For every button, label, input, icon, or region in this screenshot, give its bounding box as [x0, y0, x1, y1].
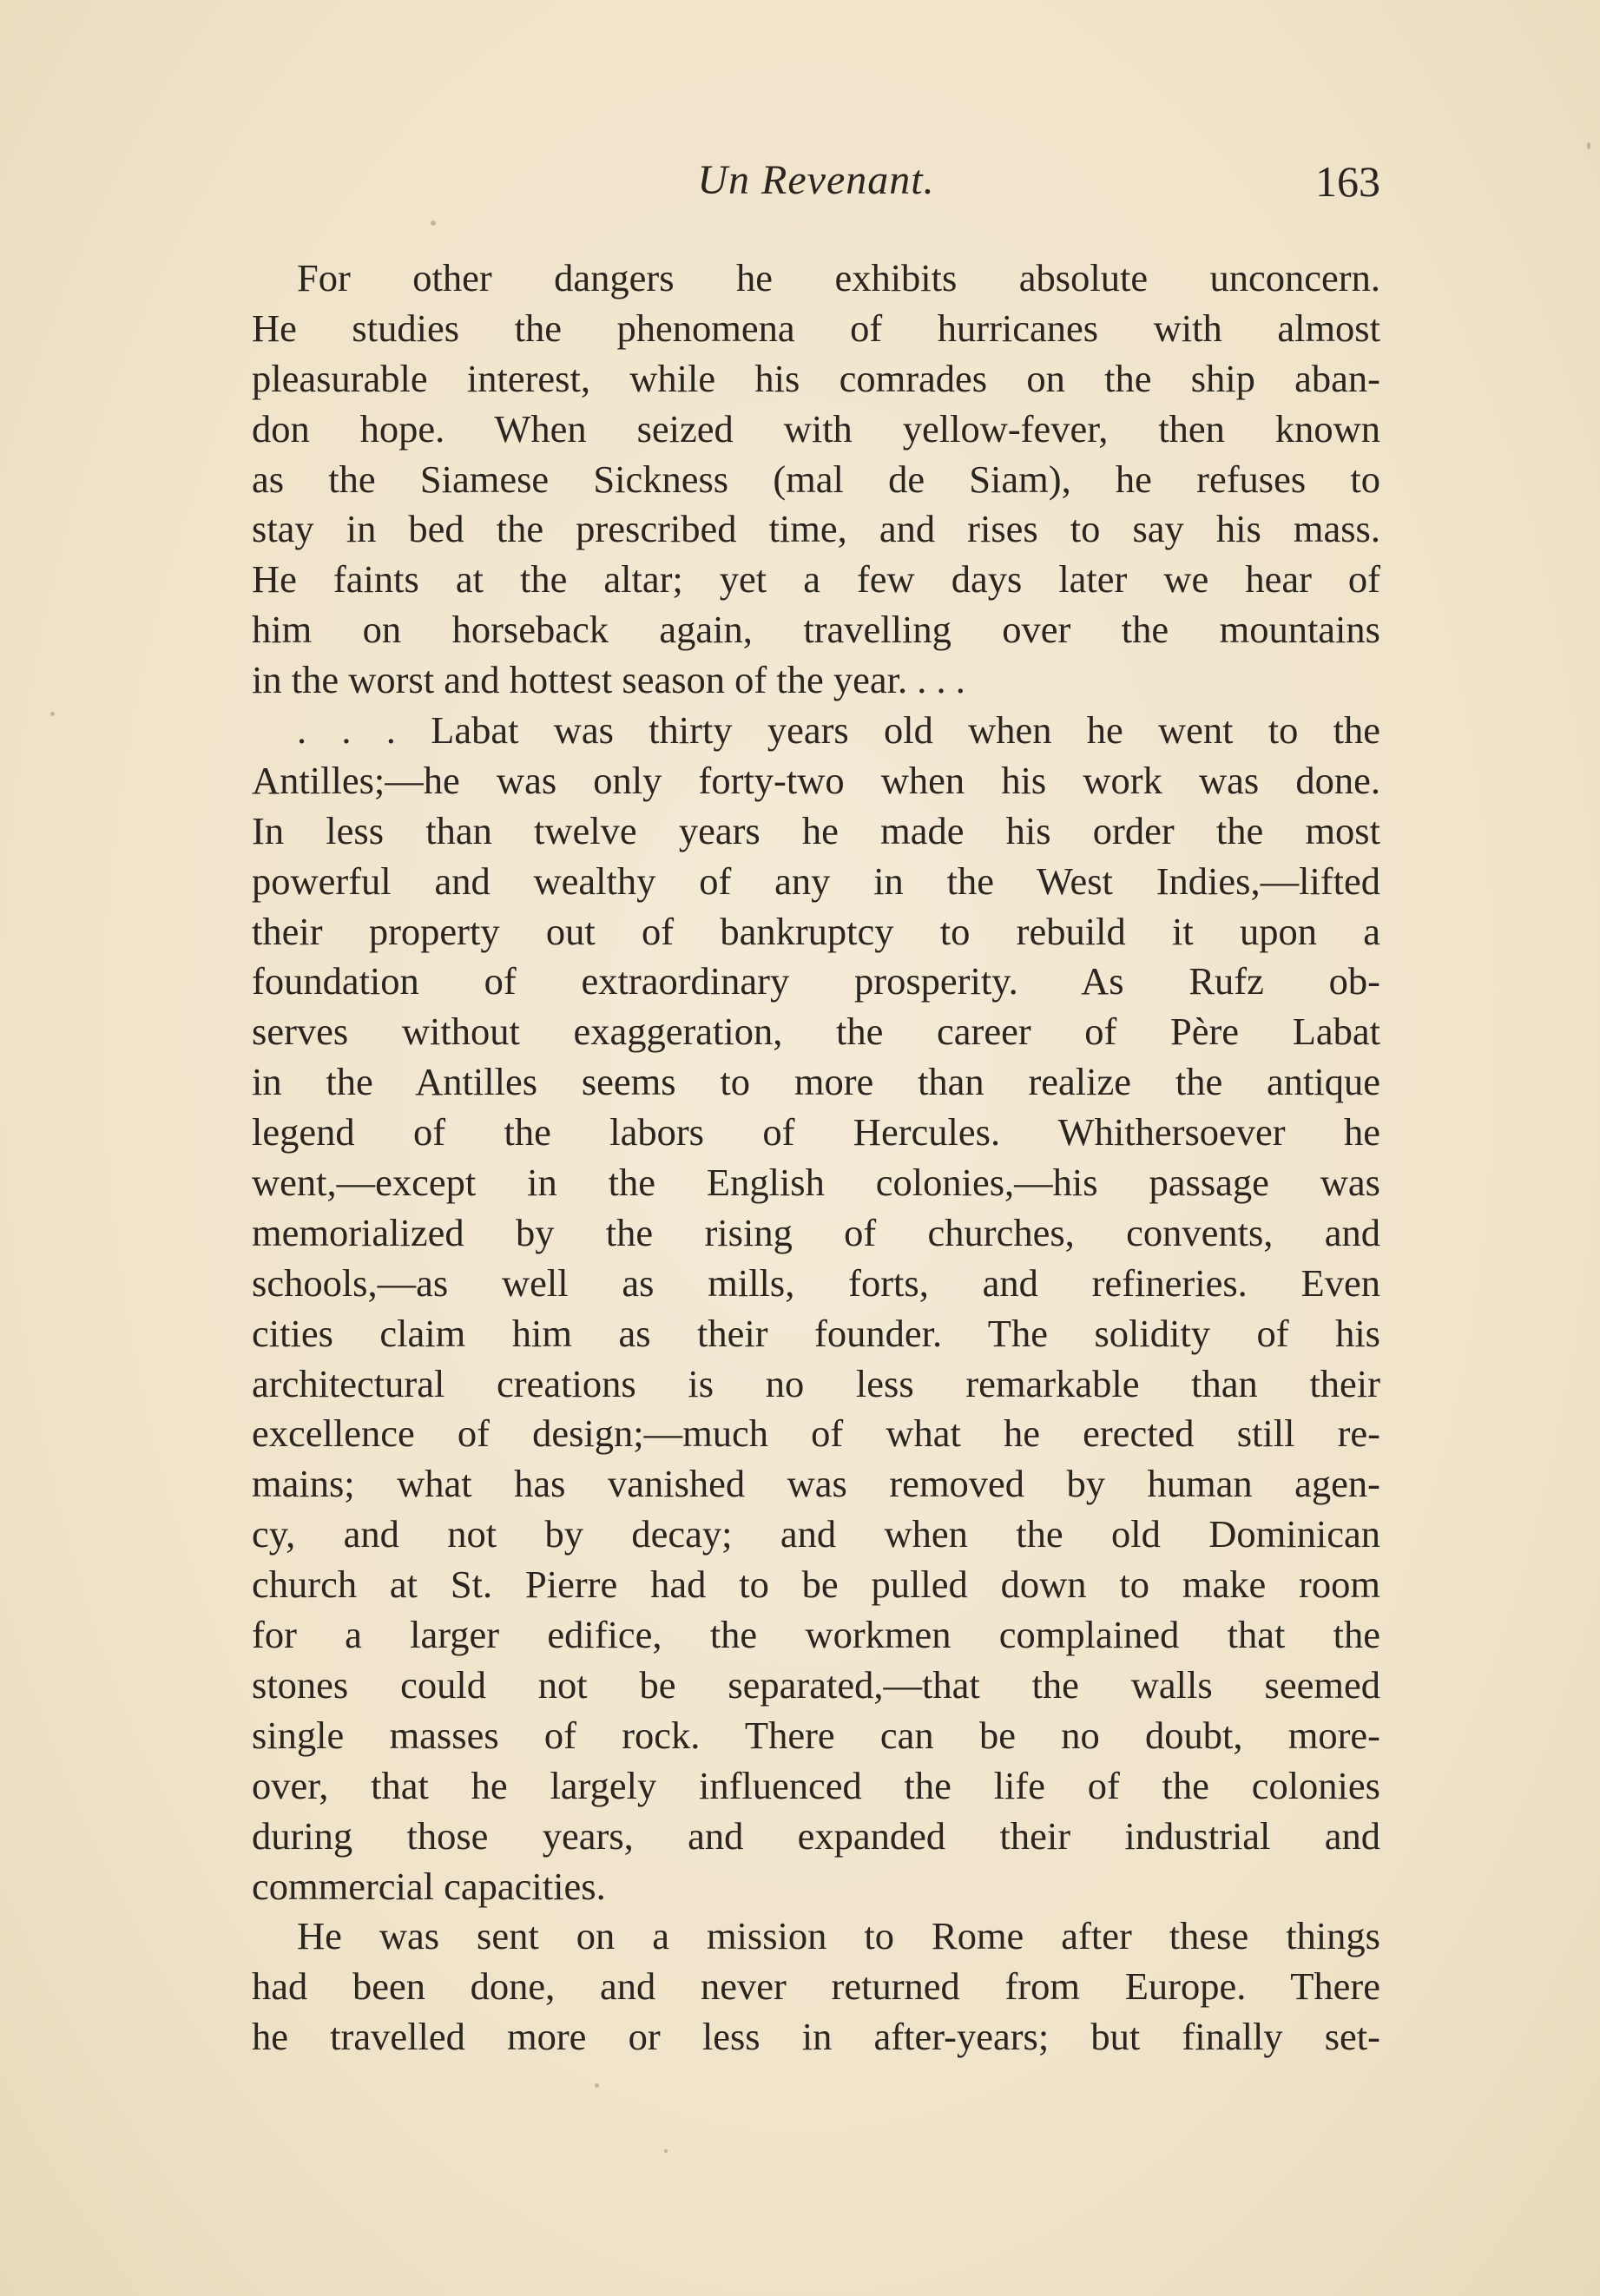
text-line: For other dangers he exhibits absolute unconcern.	[297, 256, 1380, 299]
text-line: as the Siamese Sickness (mal de Siam), he refuses to	[252, 457, 1380, 501]
paper-speck	[664, 2149, 668, 2153]
text-line: excellence of design;—much of what he erected still re-	[252, 1411, 1380, 1456]
text-line: pleasurable interest, while his comrades on the ship aban-	[252, 356, 1380, 400]
text-line: in the Antilles seems to more than realize the antique	[252, 1060, 1380, 1104]
text-line: schools,—as well as mills, forts, and refineries. Even	[252, 1260, 1380, 1305]
paragraph-1	[252, 253, 1380, 706]
running-title: Un Revenant.	[697, 157, 935, 203]
text-line: cy, and not by decay; and when the old Dominican	[252, 1512, 1380, 1556]
text-line: legend of the labors of Hercules. Whithersoever he	[252, 1110, 1380, 1155]
text-line: don hope. When seized with yellow-fever, then known	[252, 406, 1380, 451]
paragraph-2	[252, 706, 1380, 1911]
text-line: during those years, and expanded their industrial and	[252, 1813, 1380, 1858]
text-line: he travelled more or less in after-years; but finally set-	[252, 2015, 1380, 2059]
paper-speck	[595, 2083, 599, 2088]
text-line: He was sent on a mission to Rome after these things	[297, 1914, 1380, 1958]
page-number: 163	[1315, 157, 1380, 206]
text-line: stones could not be separated,—that the walls seemed	[252, 1662, 1380, 1707]
text-line: cities claim him as their founder. The solidity of his	[252, 1311, 1380, 1355]
page-header	[252, 156, 1380, 234]
paragraph-3	[252, 1911, 1380, 2062]
text-line: over, that he largely influenced the life of the colonies	[252, 1763, 1380, 1807]
paper-speck	[50, 712, 55, 716]
text-line: Antilles;—he was only forty-two when his work was done.	[252, 758, 1380, 802]
text-line: single masses of rock. There can be no doubt, more-	[252, 1713, 1380, 1757]
text-line: foundation of extraordinary prosperity. As Rufz ob-	[252, 959, 1380, 1003]
body-text	[252, 253, 1380, 2062]
text-line: memorialized by the rising of churches, convents, and	[252, 1210, 1380, 1254]
text-line: him on horseback again, travelling over the mountains	[252, 608, 1380, 652]
text-line: He faints at the altar; yet a few days later we hear of	[252, 557, 1380, 602]
text-line: their property out of bankruptcy to rebuild it upon a	[252, 909, 1380, 953]
text-line: church at St. Pierre had to be pulled down to make room	[252, 1562, 1380, 1607]
text-line: powerful and wealthy of any in the West Indies,—lifted	[252, 859, 1380, 903]
text-line: He studies the phenomena of hurricanes with almost	[252, 306, 1380, 350]
text-line: serves without exaggeration, the career of Père Labat	[252, 1010, 1380, 1054]
text-line: in the worst and hottest season of the year. . . .	[252, 658, 965, 702]
text-line: commercial capacities.	[252, 1864, 606, 1908]
text-line: for a larger edifice, the workmen complained that the	[252, 1613, 1380, 1657]
text-line: stay in bed the prescribed time, and rises to say his mass.	[252, 507, 1380, 551]
text-line: had been done, and never returned from Europe. There	[252, 1964, 1380, 2009]
paper-speck	[1587, 142, 1590, 149]
text-line: mains; what has vanished was removed by human agen-	[252, 1462, 1380, 1506]
text-line: went,—except in the English colonies,—his passage was	[252, 1161, 1380, 1205]
text-line: In less than twelve years he made his order the most	[252, 808, 1380, 852]
text-line: architectural creations is no less remarkable than their	[252, 1361, 1380, 1405]
text-line: . . . Labat was thirty years old when he went to the	[297, 708, 1380, 753]
